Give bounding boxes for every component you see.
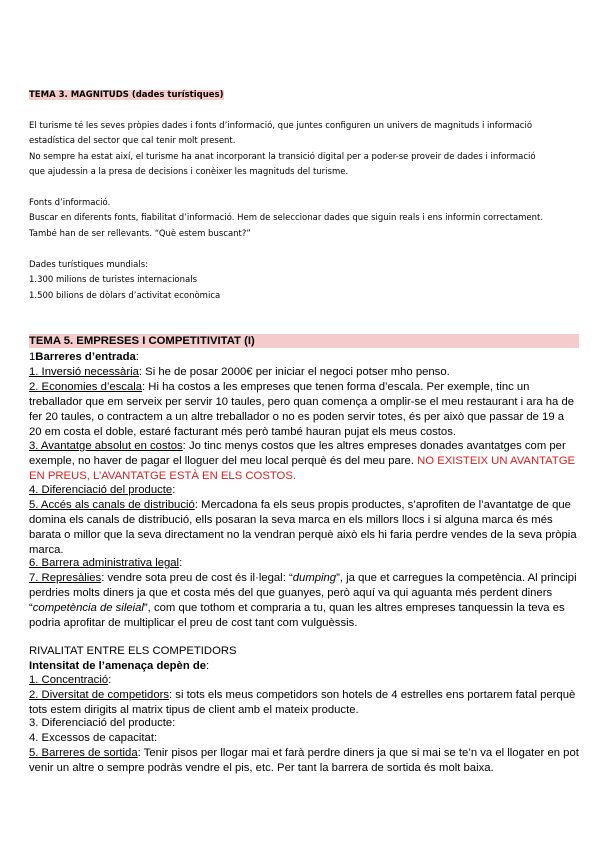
item-represalies-dumping: dumping [292, 572, 337, 584]
tema3-mundials-line-1: 1.300 milions de turistes internacionals [29, 275, 198, 285]
rivalitat-sortida-label: 5. Barreres de sortida [29, 747, 138, 759]
item-represalies-text-a: : vendre sota preu de cost és il·legal: “ [101, 572, 293, 584]
tema3-intro-line-3: No sempre ha estat així, el turisme ha anat incorporant la transició digital per a poder-se proveir de dades i informació [29, 152, 536, 162]
item-inversio-label: 1. Inversió necessària [29, 366, 139, 378]
tema3-intro-line-4: que ajudessin a la presa de decisions i conèixer les magnituds del turisme. [29, 167, 349, 177]
tema3-fonts-title: Fonts d’informació. [29, 198, 111, 208]
item-represalies-italic: competència de sileial [32, 602, 144, 614]
item-barrera-administrativa [29, 556, 579, 571]
item-diferenciacio-text: : [172, 484, 176, 496]
item-economies-label: 2. Economies d’escala [29, 381, 143, 393]
item-represalies-text-c: ”, com que tothom et compraria a tu, quan les altres empreses tanquessin la teva es podria aprofitar de multiplicar el preu de cost tant com vulguèssis. [29, 602, 565, 629]
item-represalies-text-b: ”, ja que et carregues la competència. Al principi perdries molts diners ja que et costa més del que guanyes, però aquí va qui aguanta més perdent diners “ [29, 572, 577, 614]
rivalitat-diversitat [29, 688, 579, 718]
rivalitat-subheading-colon: : [206, 660, 210, 672]
tema3-fonts-line-2: També han de ser rellevants. “Què estem buscant?” [29, 229, 251, 239]
item-diferenciacio [29, 483, 579, 498]
tema3-heading-text: TEMA 3. MAGNITUDS (dades turístiques) [29, 90, 224, 100]
rivalitat-heading: RIVALITAT ENTRE ELS COMPETIDORS [29, 645, 237, 657]
item-inversio [29, 365, 579, 380]
item-economies-escala [29, 380, 579, 440]
rivalitat-subheading [29, 659, 579, 674]
tema3-intro-line-1: El turisme té les seves pròpies dades i fonts d’informació, que juntes configuren un univers de magnituds i informació [29, 121, 533, 131]
item-diferenciacio-label: 4. Diferenciació del producte [29, 484, 173, 496]
tema3-heading [29, 88, 579, 103]
item-represalies-label: 7. Represàlies [29, 572, 102, 584]
item-economies-text: : Hi ha costos a les empreses que tenen forma d’escala. Per exemple, tinc un treballador que em serveix per servir 10 taules, pero quan comença a omplir-se el meu restaurant i ara ha de fer 20 taules, o contractem a un altre treballador o no es poden servir totes, és per això que passar de 19 a 20 em costa el doble, estaré facturant més però també hauran pujat els meus costos. [29, 381, 575, 438]
barreres-colon: : [135, 351, 139, 363]
rivalitat-concentracio-text: : [108, 674, 112, 686]
tema5-heading: TEMA 5. EMPRESES I COMPETITIVITAT (I) [29, 334, 579, 348]
item-avantatge-label: 3. Avantatge absolut en costos [29, 440, 183, 452]
tema3-fonts-line-1: Buscar en diferents fonts, fiabilitat d’informació. Hem de seleccionar dades que siguin reals i ens informin correctament. [29, 213, 544, 223]
item-barrera-admin-text: : [179, 557, 183, 569]
barreres-number: 1 [29, 351, 36, 363]
rivalitat-diferenciacio: 3. Diferenciació del producte: [29, 717, 176, 729]
item-canals-label: 5. Accés als canals de distribució [29, 499, 195, 511]
item-avantatge-text: : Jo tinc menys costos que les altres empreses donades avantatges com per exemple, no haver de pagar el lloguer del meu local perquè és del meu pare. [29, 440, 566, 467]
tema3-mundials-line-2: 1.500 bilions de dòlars d’activitat econòmica [29, 291, 221, 301]
rivalitat-diversitat-text: : si tots els meus competidors son hotels de 4 estrelles ens portarem fatal perquè tots estem dirigits al matrix tipus de client amb el mateix producte. [29, 689, 576, 716]
rivalitat-concentracio [29, 673, 579, 688]
rivalitat-subheading-text: Intensitat de l’amenaça depèn de [29, 660, 207, 672]
rivalitat-concentracio-label: 1. Concentració [29, 674, 109, 686]
rivalitat-sortida-text: : Tenir pisos per llogar mai et farà perdre diners ja que si mai se te’n va el llogater en pot venir un altre o sempre podràs vendre el pis, etc. Per tant la barrera de sortida és molt baixa. [29, 747, 579, 774]
item-represalies [29, 571, 579, 631]
item-avantatge-costos [29, 439, 579, 484]
item-avantatge-warning: NO EXISTEIX UN AVANTATGE EN PREUS, L’AVANTATGE ESTÀ EN ELS COSTOS. [29, 455, 576, 482]
tema3-intro-line-2: estadística del sector que cal tenir molt present. [29, 136, 236, 146]
rivalitat-barreres-sortida [29, 746, 579, 776]
item-inversio-text: : Si he de posar 2000€ per iniciar el negoci potser mho penso. [138, 366, 450, 378]
item-barrera-admin-label: 6. Barrera administrativa legal [29, 557, 180, 569]
barreres-title-text: Barreres d’entrada [35, 351, 136, 363]
tema3-mundials-title: Dades turístiques mundials: [29, 260, 149, 270]
item-canals-text: : Mercadona fa els seus propis productes, s’aprofiten de l’avantatge de que domina els canals de distribució, ells posaran la seva marca en els millors llocs i si alguna marca és més barata o millor que la seva directament no la vendran perquè això els hi faria perdre vendes de la seva pròpia marca. [29, 499, 577, 556]
barreres-entrada-title [29, 350, 579, 365]
rivalitat-diversitat-label: 2. Diversitat de competidors [29, 689, 170, 701]
item-canals-distribucio [29, 498, 579, 558]
rivalitat-excessos: 4. Excessos de capacitat: [29, 732, 158, 744]
